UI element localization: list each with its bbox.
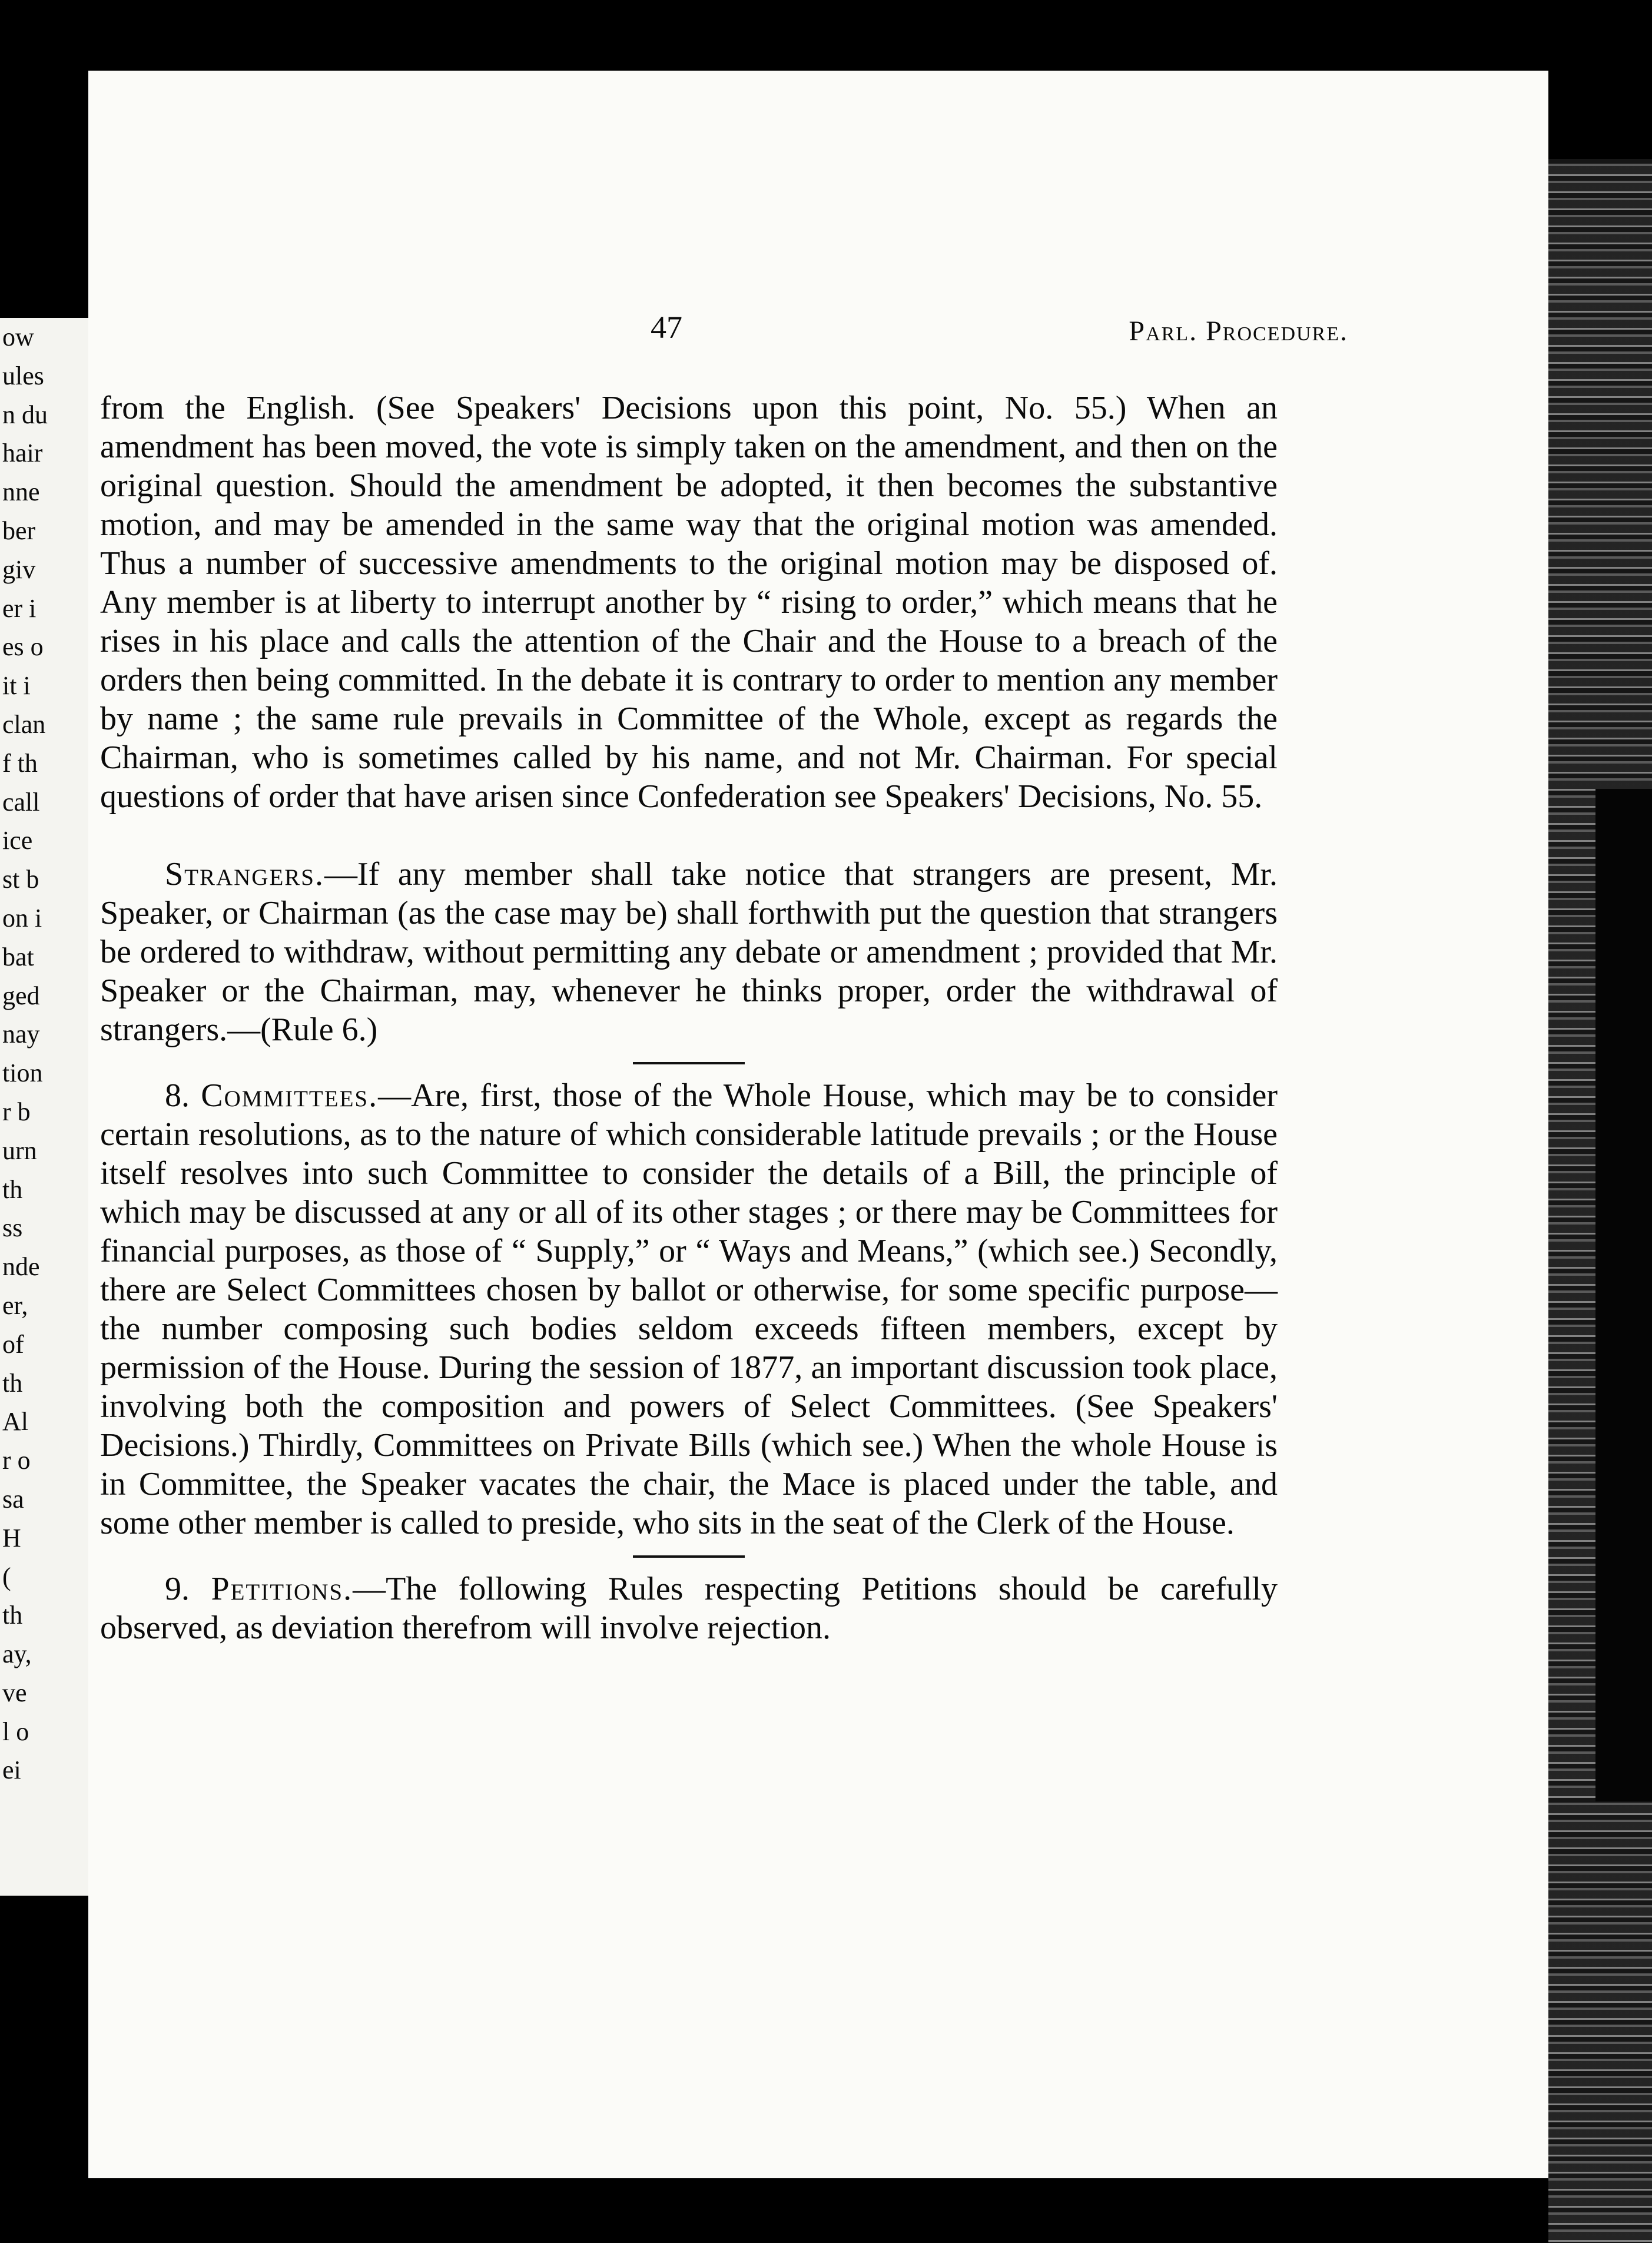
facing-page-fragment: th xyxy=(2,1601,23,1630)
facing-page-fragment: ules xyxy=(2,361,44,390)
paragraph-strangers xyxy=(100,855,1278,1049)
facing-page-fragment: ei xyxy=(2,1756,21,1785)
facing-page-edge xyxy=(0,0,88,2233)
facing-page-fragment: ay, xyxy=(2,1640,32,1669)
facing-page-fragment: hair xyxy=(2,439,43,468)
binding-edge xyxy=(1595,789,1652,1801)
facing-page-text-fragments xyxy=(0,318,88,1896)
paragraph-amendments-text: from the English. (See Speakers' Decisions upon this point, No. 55.) When an amendment has been moved, the vote is simply taken on the amendment, and then on the original question. Should the amendment be adopted, it then becomes the substantive motion, and may be amended in the same way that the original motion was amended. Thus a number of successive amendments to the original motion may be disposed of. Any member is at liberty to interrupt another by “ rising to order,” which means that he rises in his place and calls the attention of the Chair and the House to a breach of the orders then being committed. In the debate it is contrary to order to mention any member by name ; the same rule prevails in Committee of the Whole, except as regards the Chairman, who is sometimes called by his name, and not Mr. Chairman. For special questions of order that have arisen since Confederation see Speakers' Decisions, No. 55. xyxy=(100,390,1278,815)
facing-page-fragment: call xyxy=(2,787,40,817)
book-page xyxy=(88,71,1548,2178)
petitions-text: —The following Rules respecting Petitions should be carefully observed, as deviation therefrom will involve rejection. xyxy=(100,1571,1278,1646)
facing-page-fragment: n du xyxy=(2,400,48,429)
facing-page-fragment: f th xyxy=(2,748,38,778)
facing-page-fragment: nde xyxy=(2,1252,40,1282)
facing-page-fragment: l o xyxy=(2,1717,29,1746)
running-head: Parl. Procedure. xyxy=(1129,316,1348,347)
page-number: 47 xyxy=(651,310,682,345)
facing-page-fragment: clan xyxy=(2,709,46,739)
facing-page-fragment: st b xyxy=(2,865,39,894)
committees-number: 8. xyxy=(165,1077,201,1114)
facing-page-fragment: ged xyxy=(2,981,40,1010)
section-divider xyxy=(633,1555,745,1558)
facing-page-fragment: sa xyxy=(2,1484,24,1514)
facing-page-fragment: ice xyxy=(2,826,33,855)
facing-page-fragment: H xyxy=(2,1523,21,1552)
paragraph-committees xyxy=(100,1076,1278,1542)
paragraph-amendments xyxy=(100,389,1278,816)
paragraph-petitions xyxy=(100,1570,1278,1647)
facing-page-fragment: it i xyxy=(2,671,31,701)
facing-page-fragment: r o xyxy=(2,1446,31,1475)
section-divider xyxy=(633,1062,745,1064)
page-header xyxy=(88,309,1548,356)
facing-page-fragment: giv xyxy=(2,555,36,584)
facing-page-fragment: er i xyxy=(2,593,37,623)
facing-page-fragment: ( xyxy=(2,1562,11,1591)
facing-page-fragment: on i xyxy=(2,903,42,933)
committees-text: —Are, first, those of the Whole House, which may be to consider certain resolutions, as to the nature of which considerable latitude prevails ; or the House itself resolves into such Committee to consider the details of a Bill, the principle of which may be discussed at any or all of its other stages ; or there may be Committees for financial purposes, as those of “ Supply,” or “ Ways and Means,” (which see.) Secondly, there are Select Committees chosen by ballot or otherwise, for some specific purpose—the number composing such bodies seldom exceeds fifteen members, except by permission of the House. During the session of 1877, an important discussion took place, involving both the composition and powers of Select Committees. (See Speakers' Decisions.) Thirdly, Committees on Private Bills (which see.) When the whole House is in Committee, the Speaker vacates the chair, the Mace is placed under the table, and some other member is called to preside, who sits in the seat of the Clerk of the House. xyxy=(100,1077,1278,1541)
facing-page-fragment: r b xyxy=(2,1097,31,1126)
committees-heading: Committees. xyxy=(201,1077,379,1114)
petitions-number: 9. xyxy=(165,1571,211,1607)
strangers-heading: Strangers. xyxy=(165,856,324,892)
facing-page-fragment: es o xyxy=(2,632,44,662)
facing-page-fragment: ss xyxy=(2,1213,23,1243)
facing-page-fragment: ber xyxy=(2,516,36,545)
facing-page-fragment: ow xyxy=(2,323,34,351)
strangers-text: —If any member shall take notice that strangers are present, Mr. Speaker, or Chairman (as the case may be) shall forthwith put the question that strangers be ordered to withdraw, without permitting any debate or amendment ; provided that Mr. Speaker or the Chairman, may, whenever he thinks proper, order the withdrawal of strangers.—(Rule 6.) xyxy=(100,856,1278,1048)
facing-page-fragment: nne xyxy=(2,477,40,507)
facing-page-fragment: th xyxy=(2,1368,23,1398)
facing-page-fragment: Al xyxy=(2,1407,28,1436)
facing-page-fragment: th xyxy=(2,1174,23,1204)
facing-page-fragment: tion xyxy=(2,1059,43,1088)
facing-page-fragment: ve xyxy=(2,1678,27,1707)
facing-page-fragment: of xyxy=(2,1329,24,1359)
facing-page-fragment: urn xyxy=(2,1136,37,1165)
facing-page-fragment: nay xyxy=(2,1020,40,1049)
facing-page-fragment: er, xyxy=(2,1290,28,1320)
petitions-heading: Petitions. xyxy=(211,1571,353,1607)
page-body xyxy=(100,389,1278,1647)
facing-page-fragment: bat xyxy=(2,942,34,971)
